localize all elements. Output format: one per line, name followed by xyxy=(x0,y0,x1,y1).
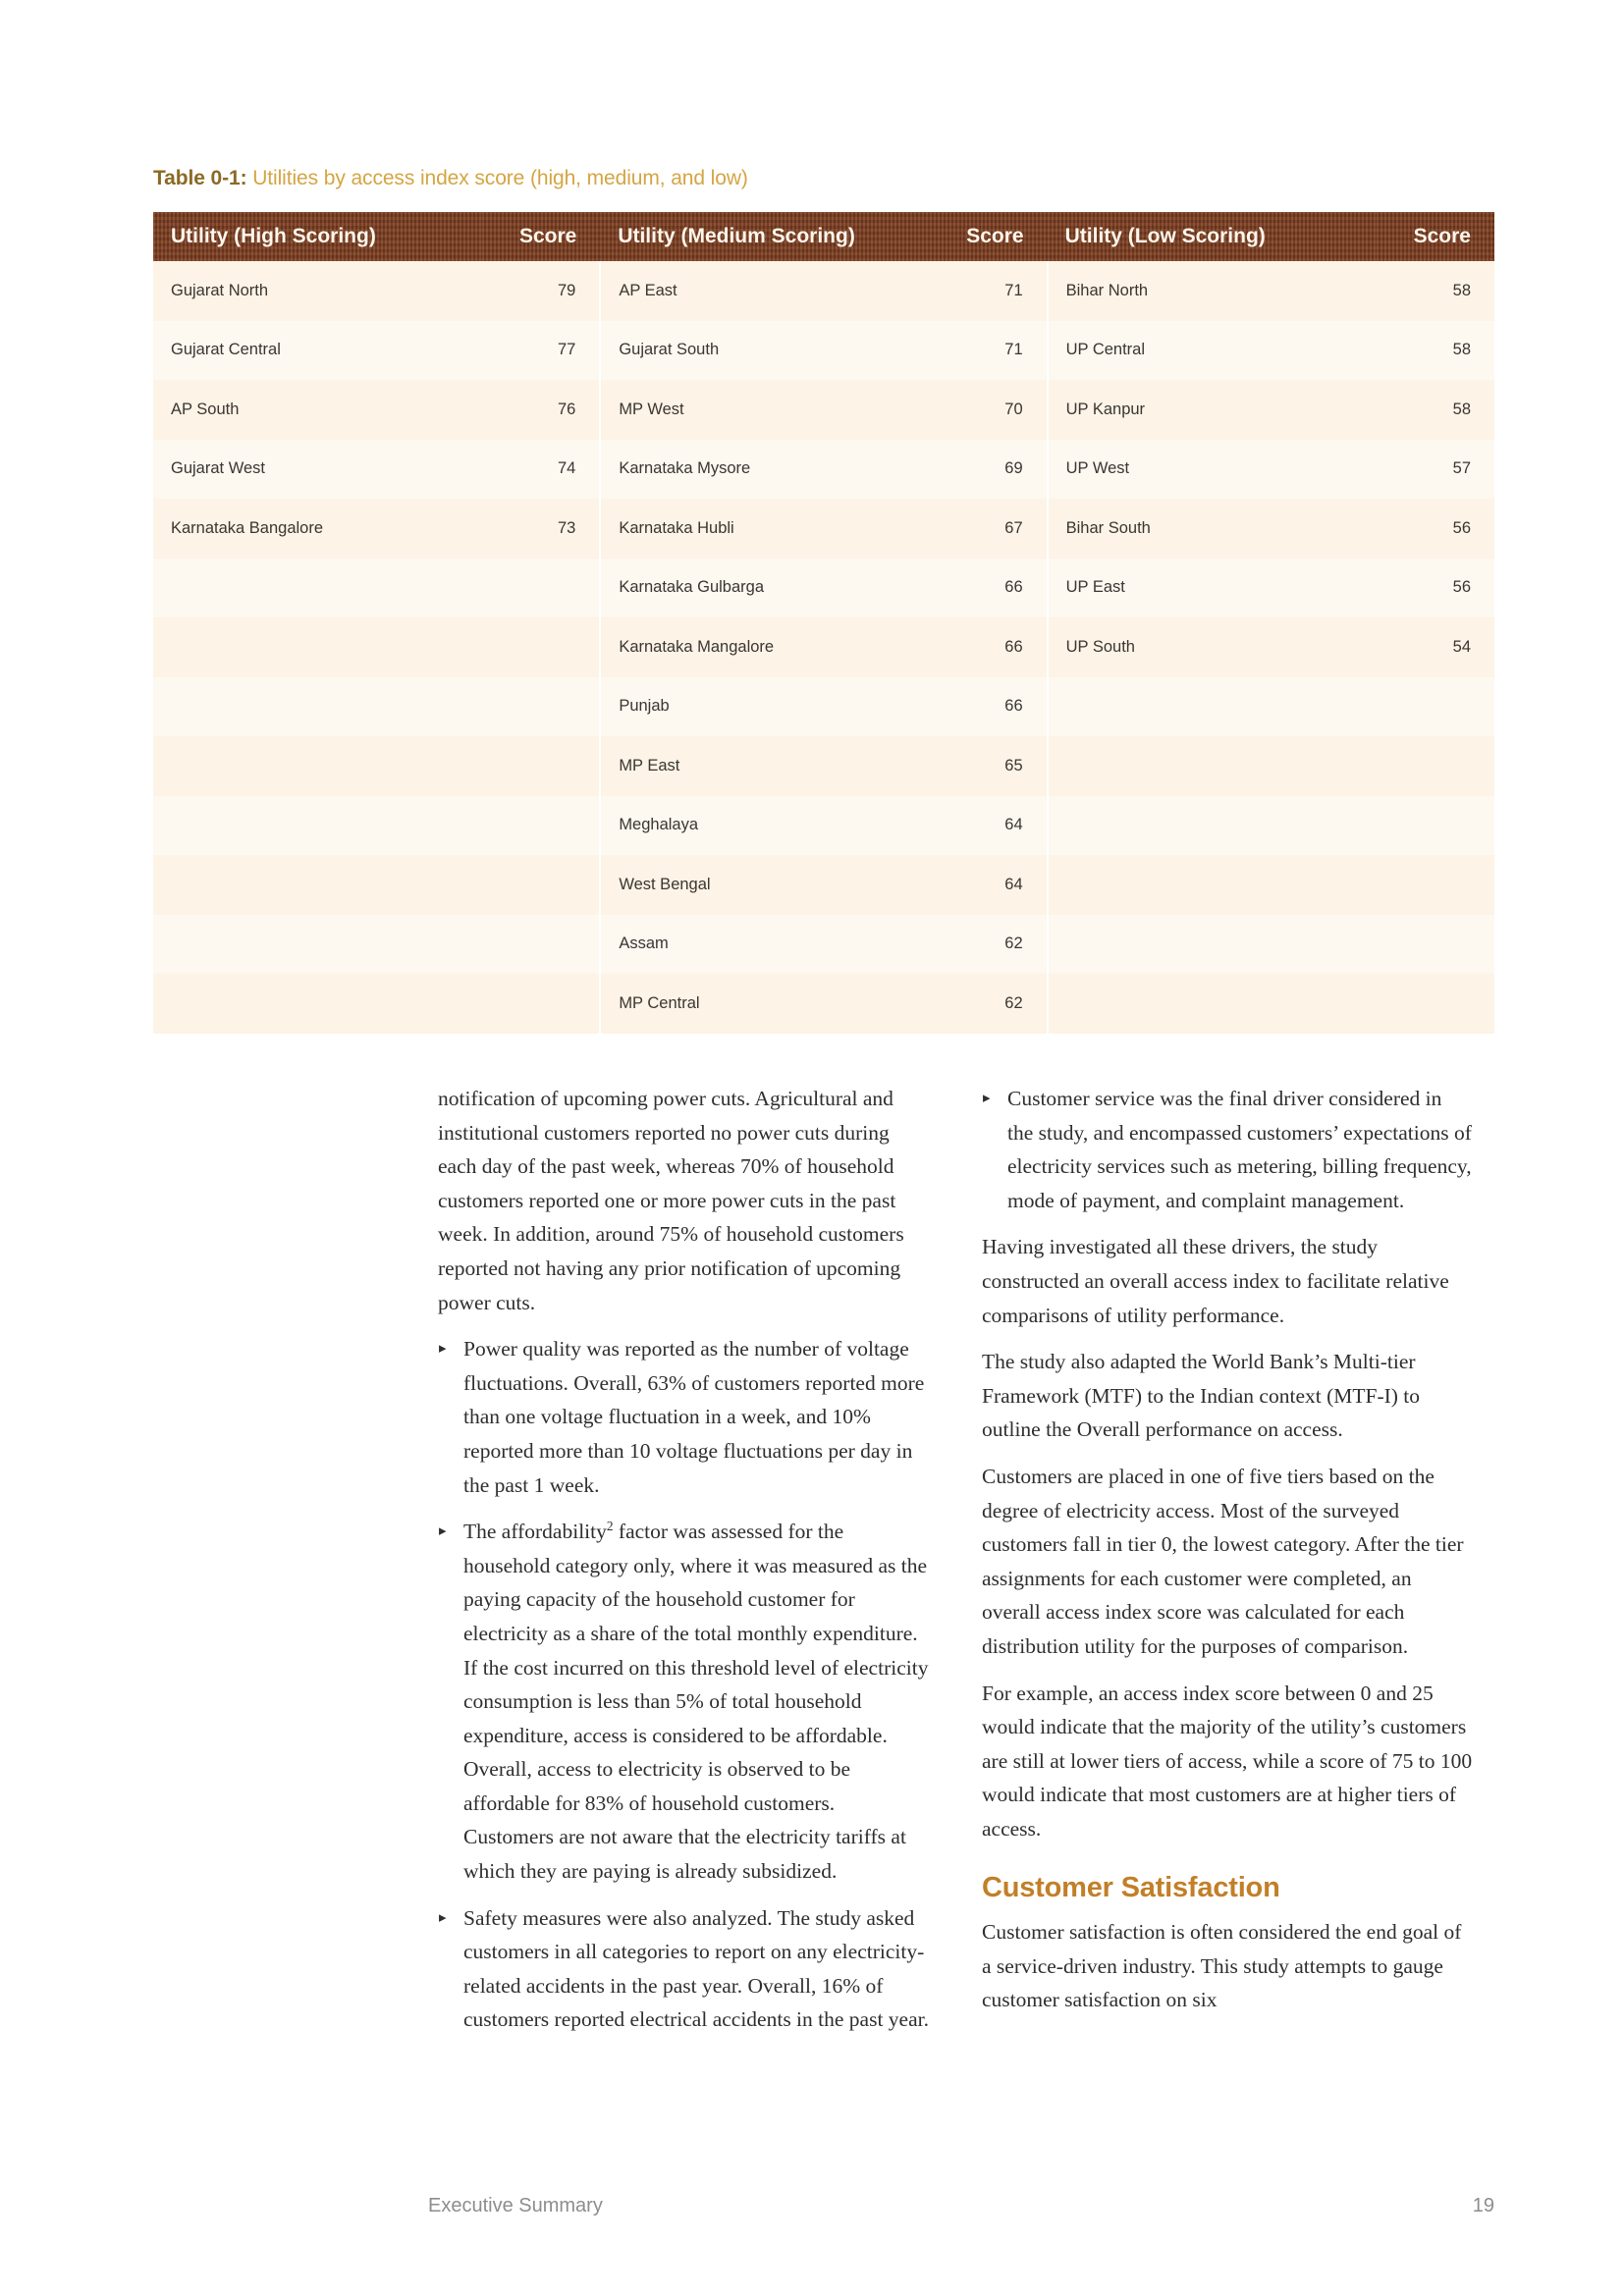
page-footer xyxy=(428,2195,1494,2217)
table-row xyxy=(153,974,1494,1034)
right-text-column xyxy=(982,1082,1473,2030)
footer-section-name: Executive Summary xyxy=(428,2195,603,2216)
cell-utility: Karnataka Gulbarga xyxy=(600,559,929,618)
cell-score xyxy=(1377,796,1494,856)
cell-score: 74 xyxy=(482,440,600,500)
cell-utility: West Bengal xyxy=(600,855,929,915)
cell-score: 66 xyxy=(930,559,1048,618)
paragraph-mtf: The study also adapted the World Bank’s Multi-tier Framework (MTF) to the Indian context (MTF-I) to outline the Overall performance on access. xyxy=(982,1350,1421,1442)
cell-score: 65 xyxy=(930,736,1048,796)
bullet-safety-measures xyxy=(438,1901,929,2037)
table-caption-text: Utilities by access index score (high, medium, and low) xyxy=(252,167,748,189)
table-row xyxy=(153,440,1494,500)
cell-utility xyxy=(153,915,482,975)
cell-utility xyxy=(153,974,482,1034)
cell-utility xyxy=(1048,677,1377,737)
bullet-safety-measures-text: Safety measures were also analyzed. The study asked customers in all categories to report on any electricity-related accidents in the past year. Overall, 16% of customers reported electrical accidents in the past year. xyxy=(463,1905,929,2032)
cell-utility: Gujarat West xyxy=(153,440,482,500)
header-score-high: Score xyxy=(482,212,600,261)
cell-score: 71 xyxy=(930,261,1048,321)
cell-score: 64 xyxy=(930,855,1048,915)
cell-utility xyxy=(1048,796,1377,856)
cell-score xyxy=(482,617,600,677)
access-index-table xyxy=(153,212,1494,1034)
cell-utility: UP Kanpur xyxy=(1048,380,1377,440)
cell-utility: Gujarat South xyxy=(600,321,929,381)
footnote-marker[interactable]: 2 xyxy=(606,1518,614,1533)
left-bullet-list xyxy=(438,1332,929,2037)
cell-utility xyxy=(1048,974,1377,1034)
cell-utility xyxy=(153,559,482,618)
table-row xyxy=(153,380,1494,440)
cell-utility xyxy=(1048,855,1377,915)
table-row xyxy=(153,736,1494,796)
table-row xyxy=(153,855,1494,915)
cell-score: 79 xyxy=(482,261,600,321)
table-caption-label: Table 0-1: xyxy=(153,167,247,189)
cell-score: 73 xyxy=(482,499,600,559)
table-row xyxy=(153,677,1494,737)
cell-score xyxy=(1377,855,1494,915)
cell-utility: Assam xyxy=(600,915,929,975)
cell-utility: Meghalaya xyxy=(600,796,929,856)
cell-score xyxy=(482,559,600,618)
table-row xyxy=(153,796,1494,856)
paragraph-tiers: Customers are placed in one of five tiers based on the degree of electricity access. Most of the surveyed customers fall in tier 0, the lowest category. After the tier assignments for each customer were completed, an overall access index score was calculated for each distribution utility for the purposes of comparison. xyxy=(982,1464,1464,1658)
cell-utility xyxy=(1048,915,1377,975)
paragraph-customer-satisfaction: Customer satisfaction is often considered the end goal of a service-driven industry. This study attempts to gauge customer satisfaction on six xyxy=(982,1920,1462,2012)
table-row xyxy=(153,499,1494,559)
cell-utility: MP West xyxy=(600,380,929,440)
cell-utility: Karnataka Mysore xyxy=(600,440,929,500)
table-header-row xyxy=(153,212,1494,261)
cell-utility: Karnataka Mangalore xyxy=(600,617,929,677)
cell-utility xyxy=(153,677,482,737)
table-body xyxy=(153,261,1494,1034)
cell-score xyxy=(482,974,600,1034)
cell-utility: Gujarat North xyxy=(153,261,482,321)
cell-utility xyxy=(153,796,482,856)
table-row xyxy=(153,915,1494,975)
bullet-customer-service-text: Customer service was the final driver considered in the study, and encompassed customers’ expectations of electricity services such as metering, billing frequency, mode of payment, and complaint management. xyxy=(1007,1087,1472,1212)
header-utility-low: Utility (Low Scoring) xyxy=(1048,212,1377,261)
cell-score: 58 xyxy=(1377,321,1494,381)
cell-score: 64 xyxy=(930,796,1048,856)
cell-utility: Bihar North xyxy=(1048,261,1377,321)
cell-score: 62 xyxy=(930,915,1048,975)
cell-score xyxy=(482,915,600,975)
cell-utility: Karnataka Bangalore xyxy=(153,499,482,559)
cell-utility xyxy=(153,617,482,677)
table-header xyxy=(153,212,1494,261)
paragraph-example-score: For example, an access index score between 0 and 25 would indicate that the majority of the utility’s customers are still at lower tiers of access, while a score of 75 to 100 would indicate that most customers are at higher tiers of access. xyxy=(982,1681,1473,1841)
cell-score: 71 xyxy=(930,321,1048,381)
cell-score: 66 xyxy=(930,677,1048,737)
cell-score xyxy=(482,677,600,737)
table-row xyxy=(153,321,1494,381)
cell-score: 58 xyxy=(1377,380,1494,440)
cell-score: 57 xyxy=(1377,440,1494,500)
cell-score: 54 xyxy=(1377,617,1494,677)
footer-page-number: 19 xyxy=(1472,2195,1494,2216)
cell-score: 56 xyxy=(1377,559,1494,618)
cell-utility: Punjab xyxy=(600,677,929,737)
cell-utility: UP South xyxy=(1048,617,1377,677)
cell-score: 70 xyxy=(930,380,1048,440)
bullet-customer-service xyxy=(982,1082,1473,1217)
cell-score: 76 xyxy=(482,380,600,440)
cell-score xyxy=(482,796,600,856)
cell-score xyxy=(1377,677,1494,737)
cell-utility: AP South xyxy=(153,380,482,440)
section-heading-customer-satisfaction: Customer Satisfaction xyxy=(982,1872,1280,1904)
cell-utility: UP West xyxy=(1048,440,1377,500)
cell-utility xyxy=(1048,736,1377,796)
table-row xyxy=(153,559,1494,618)
cell-score: 69 xyxy=(930,440,1048,500)
header-utility-high: Utility (High Scoring) xyxy=(153,212,482,261)
paragraph-access-index: Having investigated all these drivers, the study constructed an overall access index to facilitate relative comparisons of utility performance. xyxy=(982,1235,1449,1327)
bullet-affordability-before: The affordability xyxy=(463,1520,607,1544)
cell-score: 66 xyxy=(930,617,1048,677)
cell-utility: Gujarat Central xyxy=(153,321,482,381)
right-bullet-list xyxy=(982,1082,1473,1217)
triangle-bullet-icon: ▸ xyxy=(439,1341,447,1358)
triangle-bullet-icon: ▸ xyxy=(439,1523,447,1540)
cell-utility xyxy=(153,736,482,796)
cell-score xyxy=(1377,915,1494,975)
cell-utility: Karnataka Hubli xyxy=(600,499,929,559)
cell-score: 62 xyxy=(930,974,1048,1034)
continuation-paragraph: notification of upcoming power cuts. Agricultural and institutional customers reported no power cuts during each day of the past week, whereas 70% of household customers reported one or more power cuts in the past week. In addition, around 75% of household customers reported not having any prior notification of upcoming power cuts. xyxy=(438,1087,904,1314)
header-score-low: Score xyxy=(1377,212,1494,261)
bullet-power-quality-text: Power quality was reported as the number of voltage fluctuations. Overall, 63% of customers reported more than one voltage fluctuation in a week, and 10% reported more than 10 voltage fluctuations per day in the past 1 week. xyxy=(463,1337,925,1497)
cell-utility: Bihar South xyxy=(1048,499,1377,559)
cell-score xyxy=(1377,974,1494,1034)
table-row xyxy=(153,617,1494,677)
cell-score: 77 xyxy=(482,321,600,381)
cell-utility: MP Central xyxy=(600,974,929,1034)
cell-score xyxy=(482,736,600,796)
table-caption xyxy=(153,167,748,190)
cell-score: 58 xyxy=(1377,261,1494,321)
triangle-bullet-icon: ▸ xyxy=(983,1091,991,1106)
cell-utility xyxy=(153,855,482,915)
cell-score xyxy=(482,855,600,915)
header-score-medium: Score xyxy=(930,212,1048,261)
left-text-column xyxy=(438,1082,929,2050)
bullet-affordability xyxy=(438,1515,929,1889)
triangle-bullet-icon: ▸ xyxy=(439,1909,447,1926)
cell-utility: AP East xyxy=(600,261,929,321)
cell-score: 56 xyxy=(1377,499,1494,559)
header-utility-medium: Utility (Medium Scoring) xyxy=(600,212,929,261)
cell-utility: MP East xyxy=(600,736,929,796)
bullet-power-quality xyxy=(438,1332,929,1502)
cell-utility: UP Central xyxy=(1048,321,1377,381)
cell-utility: UP East xyxy=(1048,559,1377,618)
cell-score xyxy=(1377,736,1494,796)
cell-score: 67 xyxy=(930,499,1048,559)
bullet-affordability-after: factor was assessed for the household category only, where it was measured as the paying capacity of the household customer for electricity as a share of the total monthly expenditure. If the cost incurred on this threshold level of electricity consumption is less than 5% of total household expenditure, access is considered to be affordable. Overall, access to electricity is observed to be affordable for 83% of household customers. Customers are not aware that the electricity tariffs at which they are paying is already subsidized. xyxy=(463,1520,929,1884)
table-row xyxy=(153,261,1494,321)
